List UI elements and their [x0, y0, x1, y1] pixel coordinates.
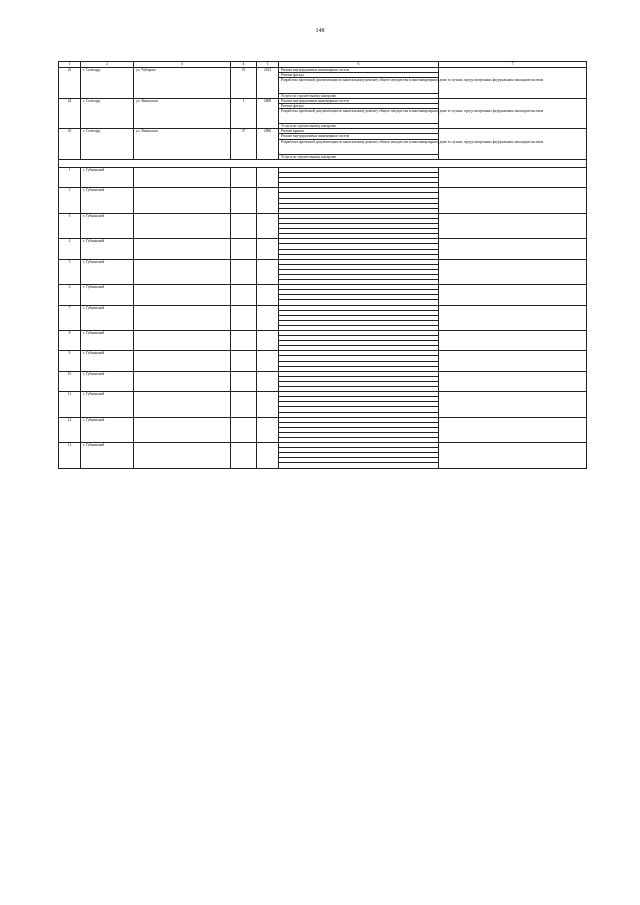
row-number: 12 — [59, 417, 81, 442]
work-type: Ремонт внутридомовых инженерных систем — [279, 68, 439, 73]
object-code — [439, 129, 587, 160]
city: г. Губкинский — [81, 259, 134, 284]
city: г. Губкинский — [81, 305, 134, 330]
street-address — [134, 168, 231, 188]
row-number: 6 — [59, 285, 81, 305]
row-number: 5 — [59, 259, 81, 284]
street-address — [134, 188, 231, 213]
commission-year — [257, 351, 279, 371]
object-code — [439, 168, 587, 188]
house-number: 1 — [231, 98, 257, 129]
row-number: 10 — [59, 371, 81, 391]
header-cell: 6 — [279, 62, 439, 68]
street-address — [134, 305, 231, 330]
object-code — [439, 98, 587, 129]
row-number: 13 — [59, 443, 81, 468]
city: г. Губкинский — [81, 351, 134, 371]
table-row — [59, 68, 587, 73]
commission-year — [257, 285, 279, 305]
commission-year — [257, 371, 279, 391]
page-number: 148 — [315, 28, 325, 34]
work-type: Ремонт крыши — [279, 129, 439, 134]
row-number: 11 — [59, 392, 81, 417]
commission-year — [257, 188, 279, 213]
object-code — [439, 331, 587, 351]
city: г. Салехард — [81, 68, 134, 99]
street-address — [134, 213, 231, 238]
object-code — [439, 68, 587, 99]
object-code — [439, 443, 587, 468]
row-number: 9 — [59, 351, 81, 371]
city: г. Губкинский — [81, 371, 134, 391]
work-type: Разработка проектной документации по капитальному ремонту общего имущества в многоквартирном доме в случаях, предусмотренных федеральным законодательством — [279, 78, 439, 93]
street-address: ул. Чубарова — [134, 68, 231, 99]
work-type: Услуги по строительному контролю — [279, 154, 439, 159]
commission-year — [257, 168, 279, 188]
work-type: Услуги по строительному контролю — [279, 124, 439, 129]
row-number: 8 — [59, 331, 81, 351]
work-type: Разработка проектной документации по капитальному ремонту общего имущества в многоквартирном доме в случаях, предусмотренных федеральным законодательством — [279, 139, 439, 154]
header-cell: 3 — [134, 62, 231, 68]
street-address: ул. Ямальская — [134, 129, 231, 160]
header-cell: 5 — [257, 62, 279, 68]
row-number: 25 — [59, 129, 81, 160]
commission-year — [257, 392, 279, 417]
commission-year — [257, 259, 279, 284]
row-number: 24 — [59, 98, 81, 129]
work-type: Ремонт фасада — [279, 103, 439, 108]
header-cell: 7 — [439, 62, 587, 68]
street-address — [134, 371, 231, 391]
street-address — [134, 259, 231, 284]
house-number — [231, 392, 257, 417]
house-number — [231, 443, 257, 468]
street-address — [134, 285, 231, 305]
commission-year — [257, 305, 279, 330]
city: г. Губкинский — [81, 443, 134, 468]
object-code — [439, 285, 587, 305]
street-address — [134, 443, 231, 468]
row-number: 2 — [59, 188, 81, 213]
house-number — [231, 239, 257, 259]
street-address — [134, 392, 231, 417]
city: г. Губкинский — [81, 285, 134, 305]
commission-year — [257, 213, 279, 238]
object-code — [439, 239, 587, 259]
house-number — [231, 351, 257, 371]
header-cell: 4 — [231, 62, 257, 68]
row-number: 4 — [59, 239, 81, 259]
commission-year — [257, 239, 279, 259]
object-code — [439, 213, 587, 238]
work-type: Услуги по строительному контролю — [279, 93, 439, 98]
city: г. Губкинский — [81, 331, 134, 351]
street-address — [134, 239, 231, 259]
house-number — [231, 259, 257, 284]
work-type: Разработка проектной документации по капитальному ремонту общего имущества в многоквартирном доме в случаях, предусмотренных федеральным законодательством — [279, 108, 439, 123]
work-type: Ремонт фасада — [279, 73, 439, 78]
city: г. Салехард — [81, 129, 134, 160]
house-number: 10 — [231, 68, 257, 99]
object-code — [439, 417, 587, 442]
street-address — [134, 417, 231, 442]
city: г. Губкинский — [81, 213, 134, 238]
work-type: Ремонт внутридомовых инженерных систем — [279, 134, 439, 139]
city: г. Салехард — [81, 98, 134, 129]
house-number — [231, 168, 257, 188]
row-number: 1 — [59, 168, 81, 188]
work-type: Ремонт внутридомовых инженерных систем — [279, 98, 439, 103]
street-address: ул. Ямальская — [134, 98, 231, 129]
object-code — [439, 351, 587, 371]
house-number — [231, 285, 257, 305]
row-number: 7 — [59, 305, 81, 330]
commission-year: 2008 — [257, 98, 279, 129]
section-title — [59, 160, 587, 168]
commission-year: 2006 — [257, 129, 279, 160]
house-number — [231, 213, 257, 238]
city: г. Губкинский — [81, 239, 134, 259]
house-number — [231, 188, 257, 213]
city: г. Губкинский — [81, 188, 134, 213]
object-code — [439, 188, 587, 213]
house-number — [231, 305, 257, 330]
house-number: 37 — [231, 129, 257, 160]
street-address — [134, 331, 231, 351]
row-number: 3 — [59, 213, 81, 238]
house-number — [231, 331, 257, 351]
object-code — [439, 259, 587, 284]
object-code — [439, 371, 587, 391]
house-number — [231, 371, 257, 391]
commission-year — [257, 331, 279, 351]
city: г. Губкинский — [81, 417, 134, 442]
table-row — [59, 98, 587, 103]
header-cell: 1 — [59, 62, 81, 68]
commission-year — [257, 443, 279, 468]
object-code — [439, 392, 587, 417]
object-code — [439, 305, 587, 330]
commission-year — [257, 417, 279, 442]
house-number — [231, 417, 257, 442]
city: г. Губкинский — [81, 392, 134, 417]
header-cell: 2 — [81, 62, 134, 68]
street-address — [134, 351, 231, 371]
section-row — [59, 160, 587, 168]
commission-year: 2013 — [257, 68, 279, 99]
repair-register-table — [58, 61, 587, 469]
row-number: 23 — [59, 68, 81, 99]
city: г. Губкинский — [81, 168, 134, 188]
work-type — [279, 463, 439, 468]
